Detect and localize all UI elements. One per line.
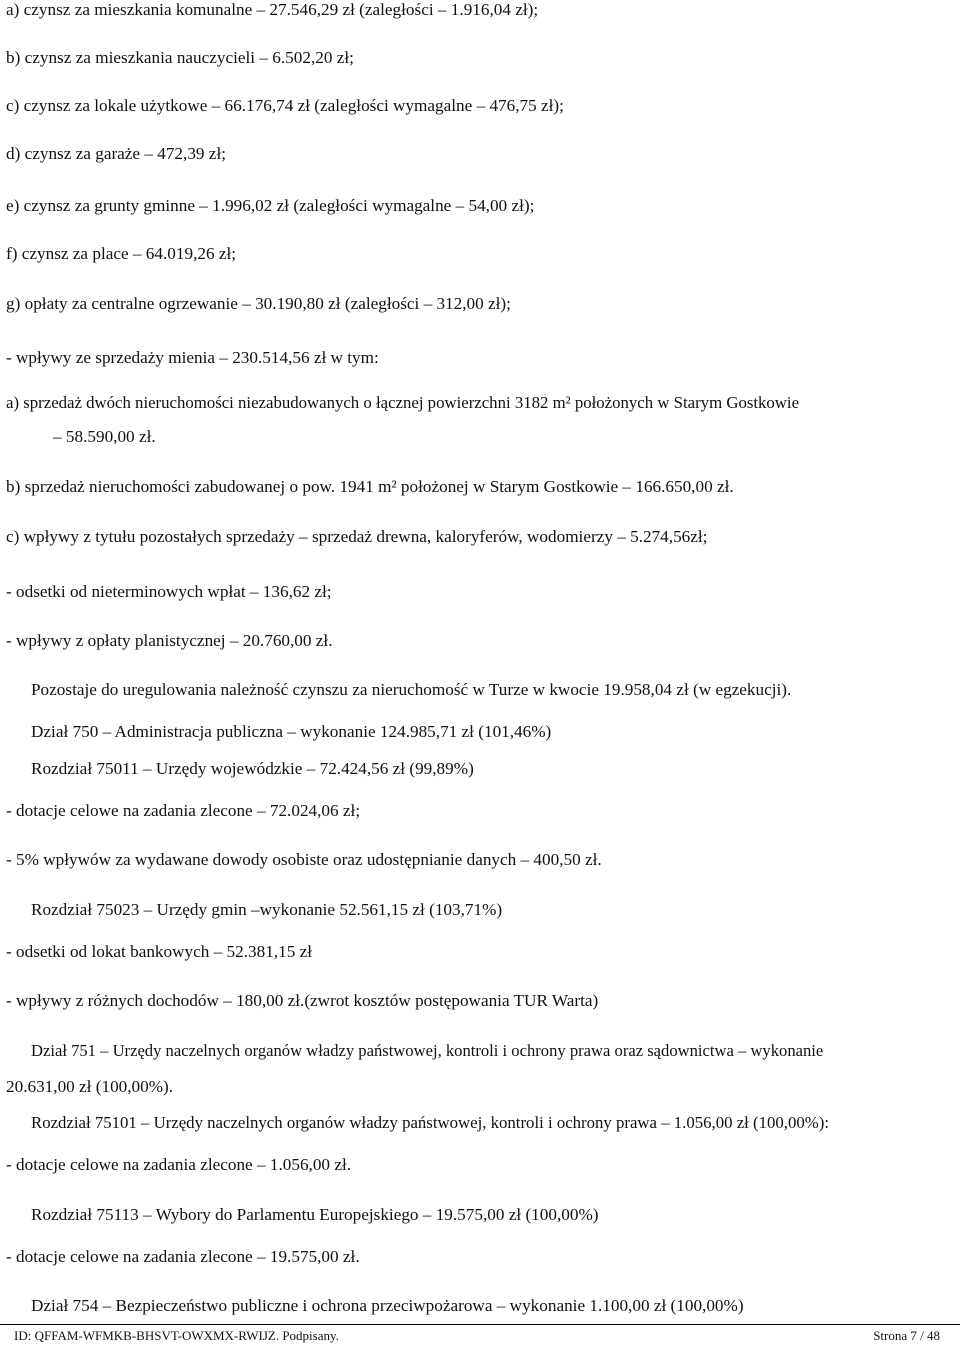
text-line: Pozostaje do uregulowania należność czynszu za nieruchomość w Turze w kwocie 19.958,04 zł (w egzekucji). [31, 680, 792, 699]
subsection-heading: Rozdział 75101 – Urzędy naczelnych organów władzy państwowej, kontroli i ochrony prawa – 1.056,00 zł (100,00%): [31, 1113, 829, 1132]
text-line: - dotacje celowe na zadania zlecone – 72.024,06 zł; [6, 801, 361, 820]
text-line: c) czynsz za lokale użytkowe – 66.176,74 zł (zaległości wymagalne – 476,75 zł); [6, 96, 564, 115]
text-line: f) czynsz za place – 64.019,26 zł; [6, 244, 237, 263]
page-footer [0, 1324, 960, 1346]
subsection-heading: Rozdział 75011 – Urzędy wojewódzkie – 72.424,56 zł (99,89%) [31, 759, 474, 778]
text-line: - wpływy z różnych dochodów – 180,00 zł.(zwrot kosztów postępowania TUR Warta) [6, 991, 599, 1010]
text-line: - dotacje celowe na zadania zlecone – 19.575,00 zł. [6, 1247, 360, 1266]
text-line: - dotacje celowe na zadania zlecone – 1.056,00 zł. [6, 1155, 352, 1174]
text-line: - odsetki od lokat bankowych – 52.381,15 zł [6, 942, 312, 961]
text-line: - odsetki od nieterminowych wpłat – 136,62 zł; [6, 582, 332, 601]
text-line: – 58.590,00 zł. [53, 427, 156, 446]
text-line: g) opłaty za centralne ogrzewanie – 30.190,80 zł (zaległości – 312,00 zł); [6, 294, 511, 313]
section-heading: Dział 750 – Administracja publiczna – wykonanie 124.985,71 zł (101,46%) [31, 722, 552, 741]
text-line: a) sprzedaż dwóch nieruchomości niezabudowanych o łącznej powierzchni 3182 m² położonych w Starym Gostkowie [6, 393, 800, 412]
section-heading: Dział 751 – Urzędy naczelnych organów władzy państwowej, kontroli i ochrony prawa oraz sądownictwa – wykonanie [31, 1041, 824, 1060]
text-line: d) czynsz za garaże – 472,39 zł; [6, 144, 226, 163]
text-line: - wpływy z opłaty planistycznej – 20.760,00 zł. [6, 631, 333, 650]
subsection-heading: Rozdział 75113 – Wybory do Parlamentu Europejskiego – 19.575,00 zł (100,00%) [31, 1205, 599, 1224]
page-number: Strona 7 / 48 [873, 1328, 940, 1343]
text-line: - 5% wpływów za wydawane dowody osobiste oraz udostępnianie danych – 400,50 zł. [6, 850, 602, 869]
text-line: b) czynsz za mieszkania nauczycieli – 6.502,20 zł; [6, 48, 354, 67]
subsection-heading: Rozdział 75023 – Urzędy gmin –wykonanie 52.561,15 zł (103,71%) [31, 900, 503, 919]
text-line: - wpływy ze sprzedaży mienia – 230.514,56 zł w tym: [6, 348, 379, 367]
text-line: e) czynsz za grunty gminne – 1.996,02 zł (zaległości wymagalne – 54,00 zł); [6, 196, 535, 215]
document-id: ID: QFFAM-WFMKB-BHSVT-OWXMX-RWIJZ. Podpisany. [14, 1328, 339, 1343]
text-line: 20.631,00 zł (100,00%). [6, 1077, 174, 1096]
text-line: b) sprzedaż nieruchomości zabudowanej o pow. 1941 m² położonej w Starym Gostkowie – 166.650,00 zł. [6, 477, 734, 496]
text-line: a) czynsz za mieszkania komunalne – 27.546,29 zł (zaległości – 1.916,04 zł); [6, 0, 539, 19]
section-heading: Dział 754 – Bezpieczeństwo publiczne i ochrona przeciwpożarowa – wykonanie 1.100,00 zł (100,00%) [31, 1296, 744, 1315]
text-line: c) wpływy z tytułu pozostałych sprzedaży – sprzedaż drewna, kaloryferów, wodomierzy – 5.274,56zł; [6, 527, 708, 546]
